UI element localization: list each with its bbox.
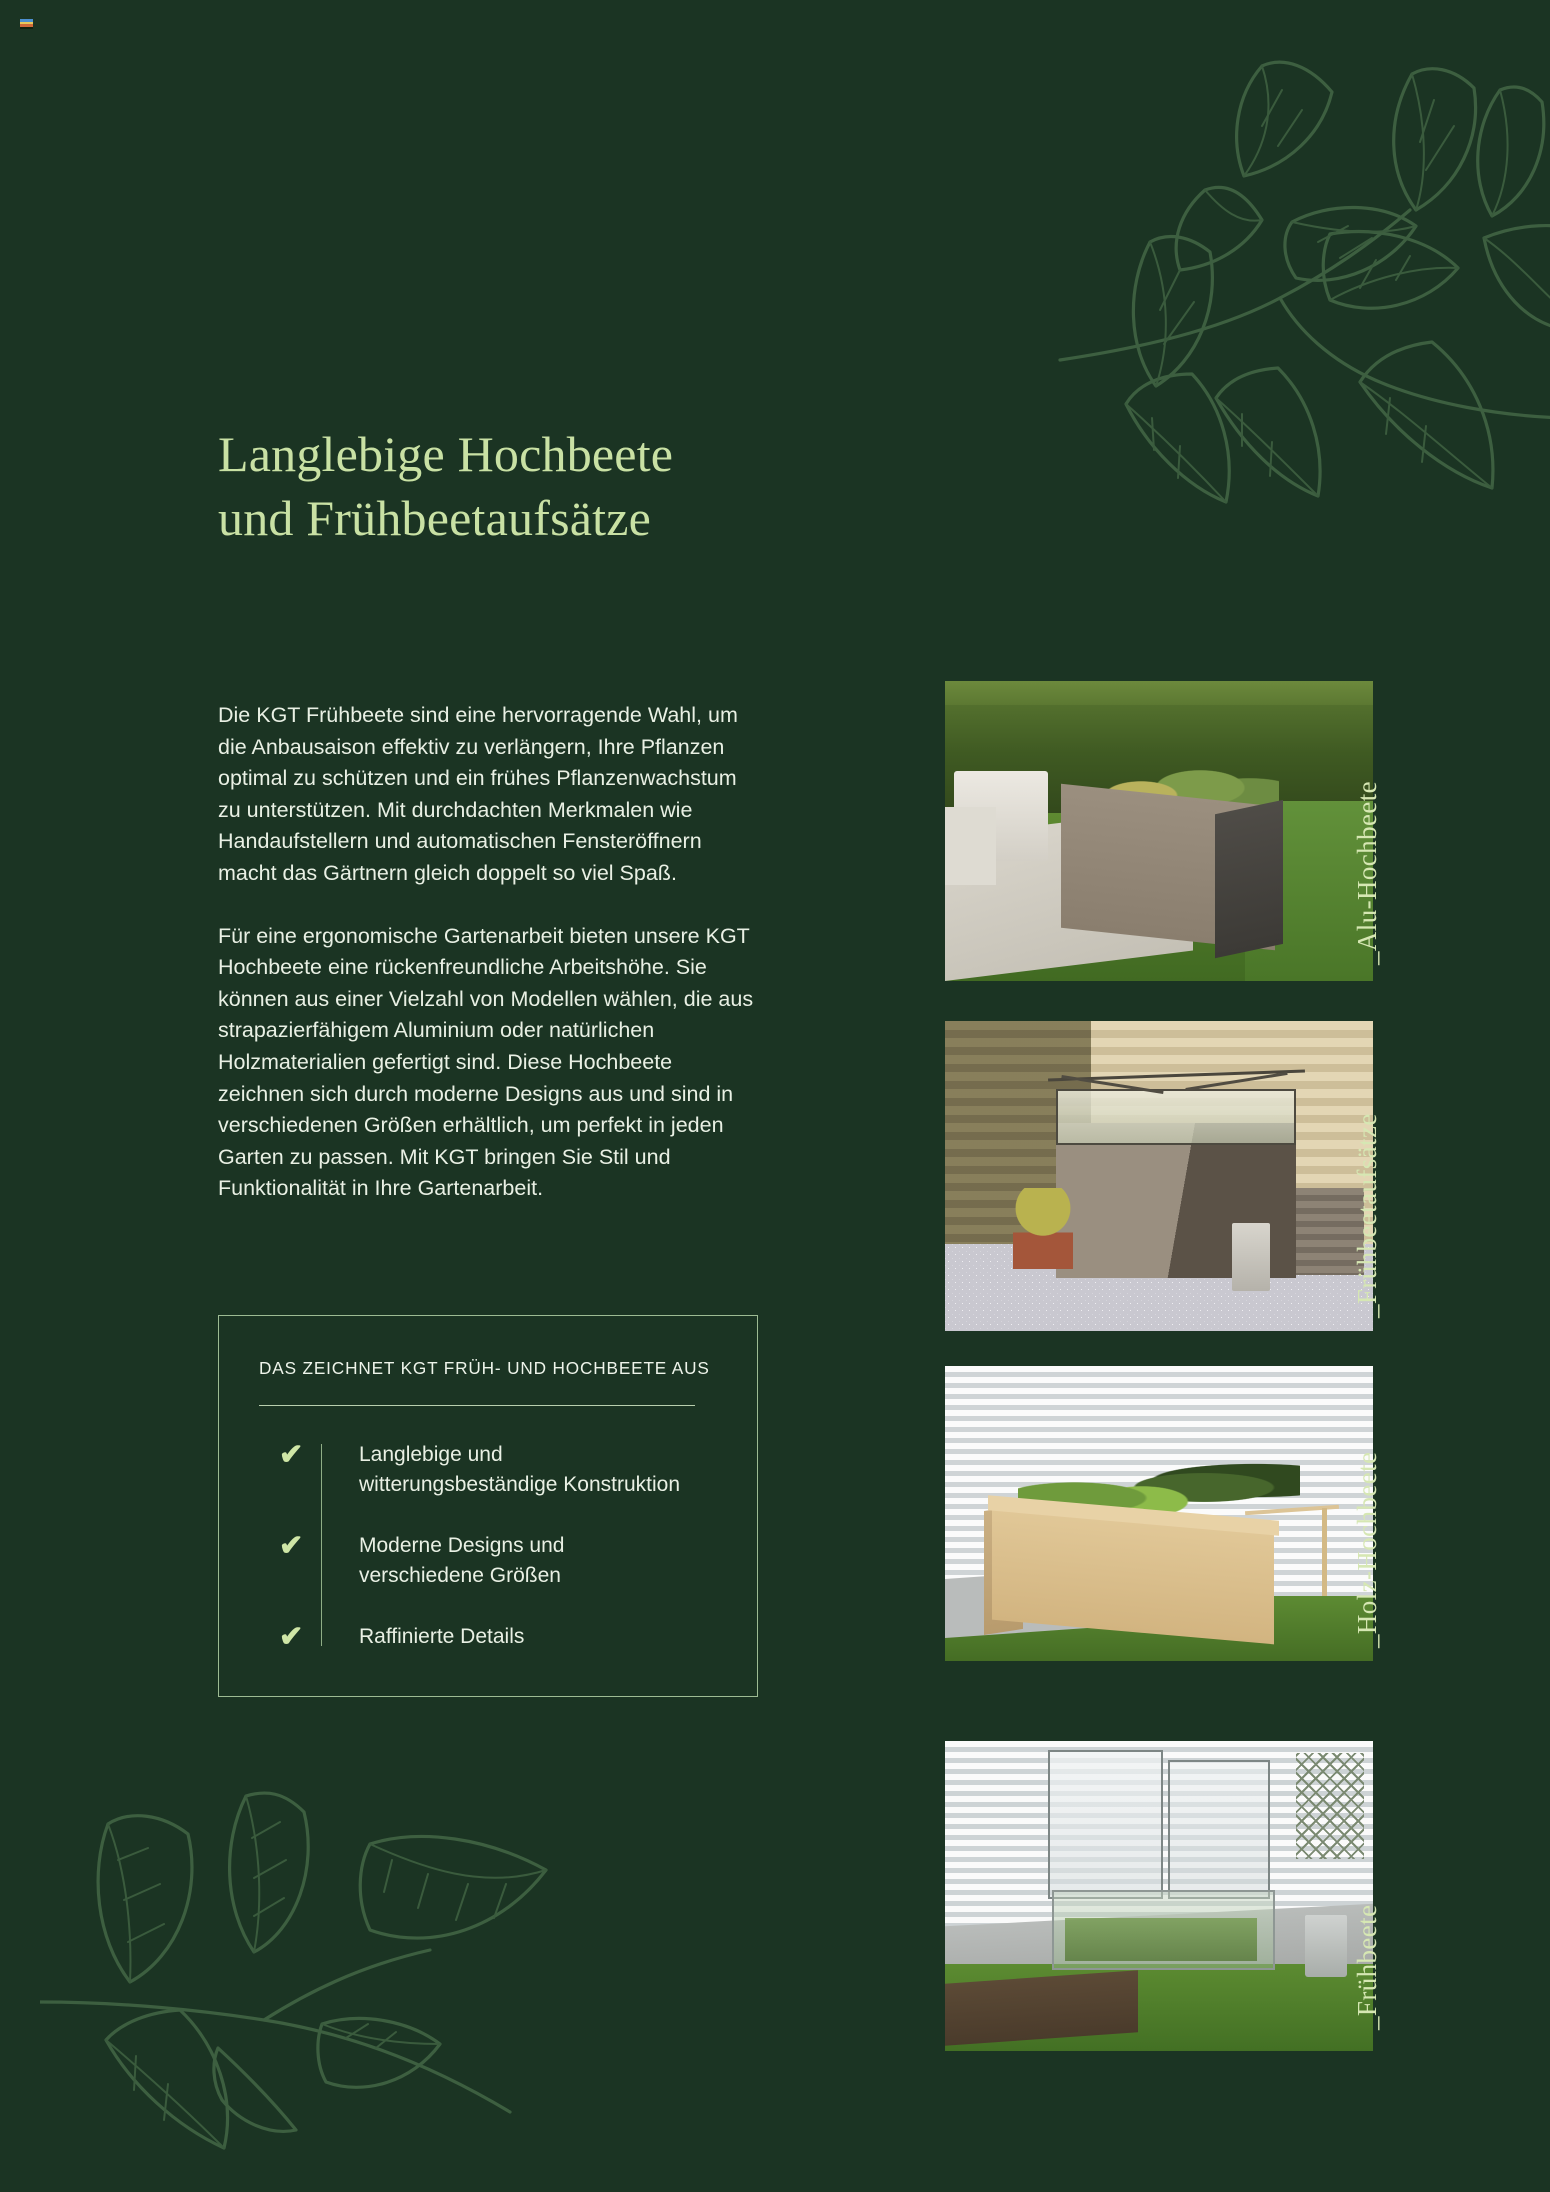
product-photo-holz-hochbeete [945, 1366, 1373, 1661]
feature-box-divider [259, 1405, 695, 1406]
check-icon: ✔ [279, 1620, 304, 1653]
product-photo-alu-hochbeete [945, 681, 1373, 981]
product-photo-fruehbeete [945, 1741, 1373, 2051]
intro-paragraph-1: Die KGT Frühbeete sind eine hervorragende Wahl, um die Anbausaison effektiv zu verlängern, Ihre Pflanzen optimal zu schützen und ein frühes Pflanzenwachstum zu unterstützen. Mit durchdachten Merkmalen wie Handaufstellern und automatischen Fensteröffnern macht das Gärtnern gleich doppelt so viel Spaß. [218, 703, 738, 885]
feature-list-item [253, 1440, 717, 1501]
feature-list-item-label: Langlebige und witterungsbeständige Konstruktion [359, 1443, 681, 1497]
page-title-line-2: und Frühbeetaufsätze [218, 489, 652, 546]
feature-list-item [253, 1531, 717, 1592]
photo-label-fruehbeetaufsaetze: _Frühbeetaufsätze [1352, 1113, 1382, 1318]
intro-paragraph-2: Für eine ergonomische Gartenarbeit bieten unsere KGT Hochbeete eine rückenfreundliche Arbeitshöhe. Sie können aus einer Vielzahl von Modellen wählen, die aus strapazierfähigem Aluminium oder natürlichen Holzmaterialien gefertigt sind. Diese Hochbeete zeichnen sich durch moderne Designs aus und sind in verschiedenen Größen erhältlich, um perfekt in jeden Garten zu passen. Mit KGT bringen Sie Stil und Funktionalität in Ihre Gartenarbeit. [218, 923, 754, 1201]
feature-list-item-label: Raffinierte Details [359, 1624, 525, 1648]
check-icon: ✔ [279, 1439, 304, 1471]
photo-label-holz-hochbeete: _Holz-Hochbeete [1352, 1451, 1382, 1648]
leaf-illustration-bottom-left-icon [40, 1752, 560, 2182]
leaf-illustration-top-right-icon [1030, 30, 1550, 630]
photo-label-alu-hochbeete: _Alu-Hochbeete [1352, 780, 1382, 965]
feature-box-title: DAS ZEICHNET KGT FRÜH- UND HOCHBEETE AUS [259, 1358, 710, 1378]
check-icon: ✔ [279, 1529, 304, 1562]
feature-box [218, 1315, 758, 1697]
intro-copy [218, 700, 758, 1205]
corner-marker-icon [20, 19, 33, 30]
photo-label-fruehbeete: _Frühbeete [1352, 1904, 1382, 2030]
product-photo-fruehbeetaufsaetze [945, 1021, 1373, 1331]
page-title-line-1: Langlebige Hochbeete [218, 425, 674, 482]
feature-list-item-label: Moderne Designs und verschiedene Größen [359, 1533, 565, 1588]
feature-list-item [253, 1622, 717, 1652]
page-title [218, 422, 978, 550]
feature-list [253, 1440, 717, 1652]
